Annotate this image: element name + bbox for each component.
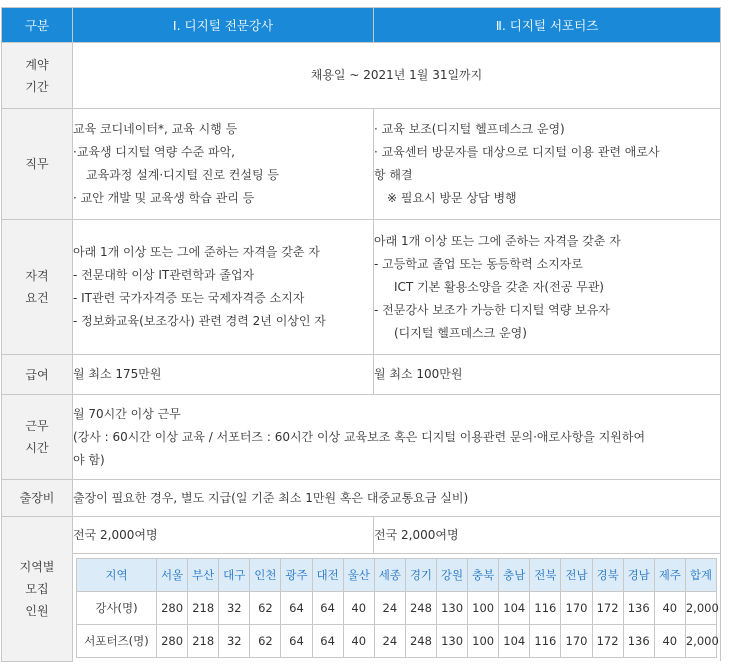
region-value-cell: 172 (592, 625, 623, 658)
region-detail-cell (73, 554, 721, 662)
header-category: 구분 (2, 8, 73, 43)
region-value-cell: 40 (654, 592, 685, 625)
header-row (2, 8, 721, 43)
region-label-text: 지역별 모집 인원 (19, 559, 55, 618)
header-digital-instructor: Ⅰ. 디지털 전문강사 (73, 8, 374, 43)
region-value-cell: 280 (157, 592, 188, 625)
region-supporters-row (77, 625, 717, 658)
region-header-cell: 충북 (468, 559, 499, 592)
region-value-cell: 130 (436, 592, 467, 625)
qualification-supporters (374, 220, 721, 355)
duty-instructor-line: 교육 코디네이터*, 교육 시행 등 (73, 122, 238, 136)
qualification-supporters-line: 아래 1개 이상 또는 그에 준하는 자격을 갖춘 자 (374, 233, 621, 248)
duty-instructor-line: 교육과정 설계·디지털 진로 컨설팅 등 (86, 168, 279, 182)
region-row-label: 강사(명) (77, 592, 157, 625)
qualification-row (2, 220, 721, 355)
region-supporters-total: 전국 2,000여명 (374, 517, 721, 554)
region-value-cell: 136 (623, 592, 654, 625)
region-value-cell: 62 (250, 592, 281, 625)
qualification-instructor-line: - 정보화교육(보조강사) 관련 경력 2년 이상인 자 (73, 314, 326, 328)
duty-supporters-line: · 교육 보조(디지털 헬프데스크 운영) (374, 122, 565, 136)
contract-value: 채용일 ~ 2021년 1월 31일까지 (73, 43, 721, 109)
region-header-cell: 제주 (654, 559, 685, 592)
region-value-cell: 40 (343, 625, 374, 658)
region-value-cell: 64 (312, 592, 343, 625)
travel-row (2, 480, 721, 517)
region-value-cell: 104 (499, 625, 530, 658)
contract-label-text: 계약 기간 (25, 57, 49, 94)
region-value-cell: 24 (374, 592, 405, 625)
region-header-cell: 경북 (592, 559, 623, 592)
region-instructor-total: 전국 2,000여명 (73, 517, 374, 554)
hours-line: (강사 : 60시간 이상 교육 / 서포터즈 : 60시간 이상 교육보조 혹은 디지털 이용관련 문의·애로사항을 지원하여 (73, 429, 646, 444)
contract-row (2, 43, 721, 109)
qualification-label (2, 220, 73, 355)
region-value-cell: 170 (561, 625, 592, 658)
region-value-cell: 280 (157, 625, 188, 658)
region-header-cell: 대전 (312, 559, 343, 592)
region-value-cell: 248 (405, 625, 436, 658)
qualification-supporters-line: - 전문강사 보조가 가능한 디지털 역량 보유자 (374, 302, 610, 317)
region-summary-row (2, 517, 721, 554)
region-value-cell: 248 (405, 592, 436, 625)
contract-label (2, 43, 73, 109)
qualification-instructor-line: - 전문대학 이상 IT관련학과 졸업자 (73, 268, 255, 282)
pay-label: 급여 (2, 355, 73, 395)
region-value-cell: 2,000 (685, 625, 716, 658)
hours-value (73, 395, 721, 480)
region-header-cell: 충남 (499, 559, 530, 592)
region-value-cell: 218 (188, 592, 219, 625)
region-header-cell: 대구 (219, 559, 250, 592)
travel-label: 출장비 (2, 480, 73, 517)
region-value-cell: 40 (343, 592, 374, 625)
hours-label-text: 근무 시간 (25, 419, 49, 455)
region-label (2, 517, 73, 662)
hours-row (2, 395, 721, 480)
pay-supporters: 월 최소 100만원 (374, 355, 721, 395)
region-value-cell: 100 (468, 625, 499, 658)
region-header-label: 지역 (77, 559, 157, 592)
recruitment-table (1, 7, 721, 662)
region-header-cell: 서울 (157, 559, 188, 592)
qualification-supporters-line: ICT 기본 활용소양을 갖춘 자(전공 무관) (394, 279, 604, 294)
travel-value: 출장이 필요한 경우, 별도 지급(일 기준 최소 1만원 혹은 대중교통요금 실비) (73, 480, 721, 517)
hours-line: 야 함) (73, 452, 105, 467)
region-value-cell: 100 (468, 592, 499, 625)
region-header-cell: 경기 (405, 559, 436, 592)
hours-label (2, 395, 73, 480)
duty-instructor (73, 109, 374, 220)
region-value-cell: 32 (219, 592, 250, 625)
region-value-cell: 104 (499, 592, 530, 625)
region-value-cell: 64 (312, 625, 343, 658)
pay-instructor: 월 최소 175만원 (73, 355, 374, 395)
duty-row (2, 109, 721, 220)
region-header-cell: 인천 (250, 559, 281, 592)
region-value-cell: 24 (374, 625, 405, 658)
region-value-cell: 170 (561, 592, 592, 625)
region-header-cell: 부산 (188, 559, 219, 592)
region-header-cell: 전북 (530, 559, 561, 592)
region-value-cell: 64 (281, 592, 312, 625)
qualification-supporters-line: (디지털 헬프데스크 운영) (394, 325, 527, 340)
region-header-cell: 울산 (343, 559, 374, 592)
region-value-cell: 136 (623, 625, 654, 658)
region-header-cell: 전남 (561, 559, 592, 592)
region-header-cell: 경남 (623, 559, 654, 592)
duty-supporters-line: ※ 필요시 방문 상담 병행 (387, 191, 517, 205)
pay-row (2, 355, 721, 395)
region-value-cell: 130 (436, 625, 467, 658)
region-quota-table (76, 558, 717, 658)
region-value-cell: 62 (250, 625, 281, 658)
region-value-cell: 32 (219, 625, 250, 658)
qualification-instructor-line: - IT관련 국가자격증 또는 국제자격증 소지자 (73, 291, 305, 305)
region-value-cell: 218 (188, 625, 219, 658)
region-detail-row (2, 554, 721, 662)
region-header-cell: 합계 (685, 559, 716, 592)
hours-line: 월 70시간 이상 근무 (73, 406, 181, 421)
region-header-cell: 세종 (374, 559, 405, 592)
region-row-label: 서포터즈(명) (77, 625, 157, 658)
region-header-cell: 광주 (281, 559, 312, 592)
region-value-cell: 116 (530, 592, 561, 625)
region-value-cell: 172 (592, 592, 623, 625)
duty-supporters-line: · 교육센터 방문자를 대상으로 디지털 이용 관련 애로사 (374, 145, 660, 159)
duty-label: 직무 (2, 109, 73, 220)
qualification-label-text: 자격 요건 (25, 269, 49, 305)
header-digital-supporters: Ⅱ. 디지털 서포터즈 (374, 8, 721, 43)
region-header-cell: 강원 (436, 559, 467, 592)
duty-instructor-line: · 교안 개발 및 교육생 학습 관리 등 (73, 191, 255, 205)
qualification-supporters-line: - 고등학교 졸업 또는 동등학력 소지자로 (374, 256, 583, 271)
region-instructor-row (77, 592, 717, 625)
region-value-cell: 64 (281, 625, 312, 658)
duty-supporters-line: 항 해결 (374, 168, 413, 182)
region-header-row (77, 559, 717, 592)
qualification-instructor-line: 아래 1개 이상 또는 그에 준하는 자격을 갖춘 자 (73, 245, 320, 259)
region-value-cell: 40 (654, 625, 685, 658)
qualification-instructor (73, 220, 374, 355)
region-value-cell: 116 (530, 625, 561, 658)
duty-instructor-line: ·교육생 디지털 역량 수준 파악, (73, 145, 235, 159)
region-value-cell: 2,000 (685, 592, 716, 625)
duty-supporters (374, 109, 721, 220)
